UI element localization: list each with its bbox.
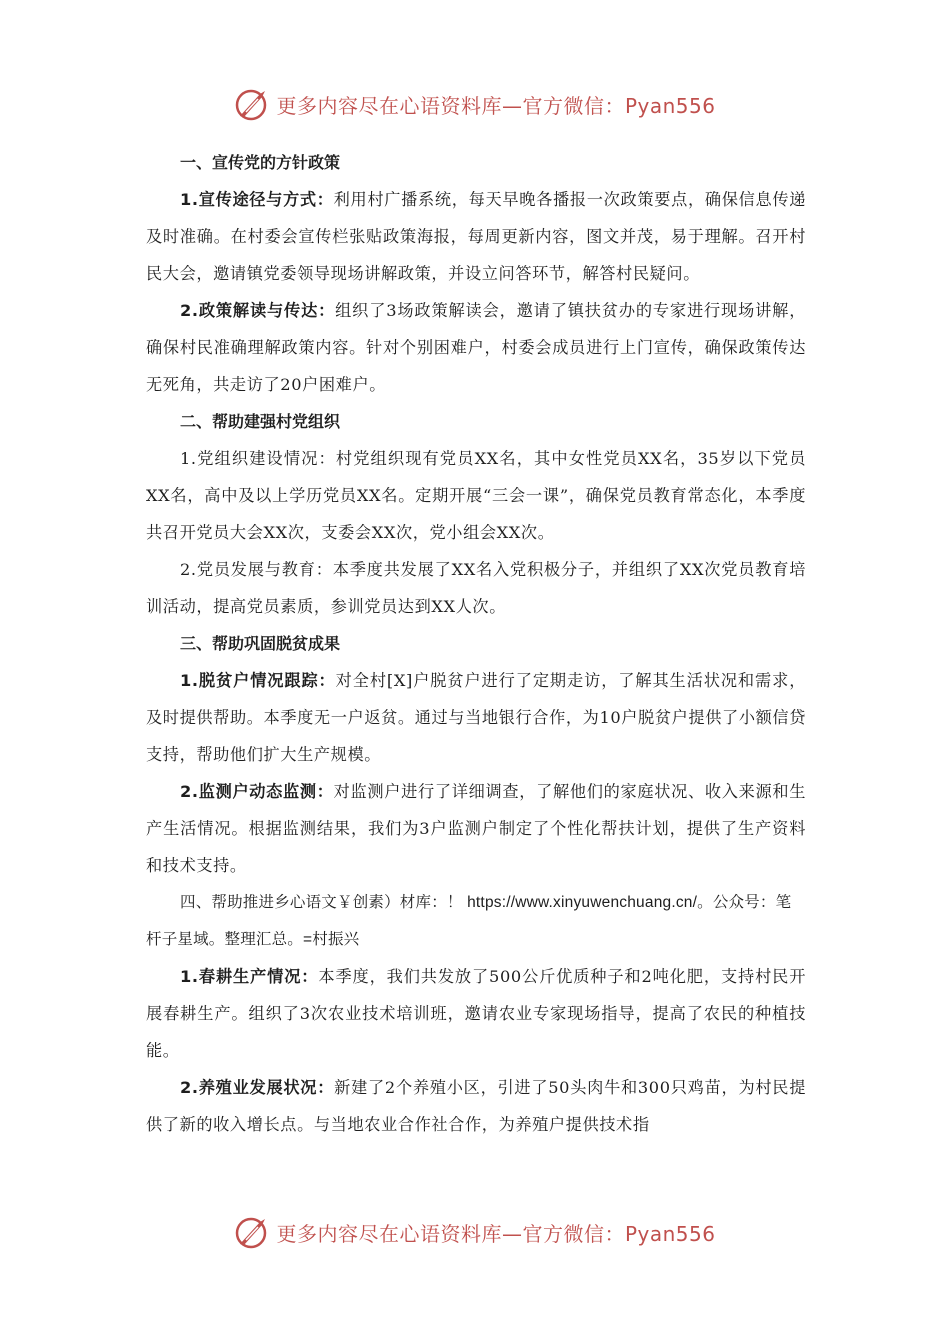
document-body xyxy=(146,144,806,1143)
pen-logo-icon xyxy=(234,1214,270,1250)
paragraph-text: 利用村广播系统，每天早晚各播报一次政策要点，确保信息传递及时准确。在村委会宣传栏张贴政策海报，每周更新内容，图文并茂，易于理解。召开村民大会，邀请镇党委领导现场讲解政策，并设立问答环节，解答村民疑问。 xyxy=(146,190,806,283)
paragraph-text: 对监测户进行了详细调查，了解他们的家庭状况、收入来源和生产生活情况。根据监测结果，我们为3户监测户制定了个性化帮扶计划，提供了生产资料和技术支持。 xyxy=(146,782,806,875)
paragraph-lead: 1.春耕生产情况： xyxy=(180,967,319,986)
paragraph xyxy=(146,181,806,292)
paragraph-lead: 2.监测户动态监测： xyxy=(180,782,334,801)
paragraph-text: 本季度，我们共发放了500公斤优质种子和2吨化肥，支持村民开展春耕生产。组织了3次农业技术培训班，邀请农业专家现场指导，提高了农民的种植技能。 xyxy=(146,967,807,1060)
paragraph-lead: 1.宣传途径与方式： xyxy=(180,190,334,209)
paragraph-lead: 2.养殖业发展状况： xyxy=(180,1078,335,1097)
paragraph: 2.党员发展与教育：本季度共发展了XX名入党积极分子，并组织了XX次党员教育培训活动，提高党员素质，参训党员达到XX人次。 xyxy=(146,560,806,616)
pen-logo-icon xyxy=(234,86,270,122)
paragraph xyxy=(146,773,806,884)
paragraph-lead: 2.政策解读与传达： xyxy=(180,301,336,320)
section-heading-2: 二、帮助建强村党组织 xyxy=(180,412,341,431)
footer-banner xyxy=(0,1212,950,1252)
paragraph xyxy=(146,292,806,403)
paragraph-text: 组织了3场政策解读会，邀请了镇扶贫办的专家进行现场讲解，确保村民准确理解政策内容。针对个别困难户，村委会成员进行上门宣传，确保政策传达无死角，共走访了20户困难户。 xyxy=(146,301,806,394)
paragraph xyxy=(146,662,806,773)
paragraph-text: 新建了2个养殖小区，引进了50头肉牛和300只鸡苗，为村民提供了新的收入增长点。与当地农业合作社合作，为养殖户提供技术指 xyxy=(146,1078,806,1134)
paragraph: 1.党组织建设情况：村党组织现有党员XX名，其中女性党员XX名，35岁以下党员XX名，高中及以上学历党员XX名。定期开展“三会一课”，确保党员教育常态化，本季度共召开党员大会XX次，支委会XX次，党小组会XX次。 xyxy=(146,449,806,542)
header-banner-text: 更多内容尽在心语资料库—官方微信：Pyan556 xyxy=(276,93,716,118)
section-heading-4-garbled: 四、帮助推进乡心语文￥创素）材库：！ https://www.xinyuwenchuang.cn/。公众号：笔杆子星域。整理汇总。=村振兴 xyxy=(146,894,792,948)
paragraph-lead: 1.脱贫户情况跟踪： xyxy=(180,671,336,690)
paragraph xyxy=(146,958,806,1069)
header-banner xyxy=(0,84,950,124)
paragraph xyxy=(146,1069,806,1143)
footer-banner-text: 更多内容尽在心语资料库—官方微信：Pyan556 xyxy=(276,1221,716,1246)
paragraph-text: 对全村[X]户脱贫户进行了定期走访，了解其生活状况和需求，及时提供帮助。本季度无一户返贫。通过与当地银行合作，为10户脱贫户提供了小额信贷支持，帮助他们扩大生产规模。 xyxy=(146,671,806,764)
section-heading-1: 一、宣传党的方针政策 xyxy=(180,153,341,172)
section-heading-3: 三、帮助巩固脱贫成果 xyxy=(180,634,341,653)
